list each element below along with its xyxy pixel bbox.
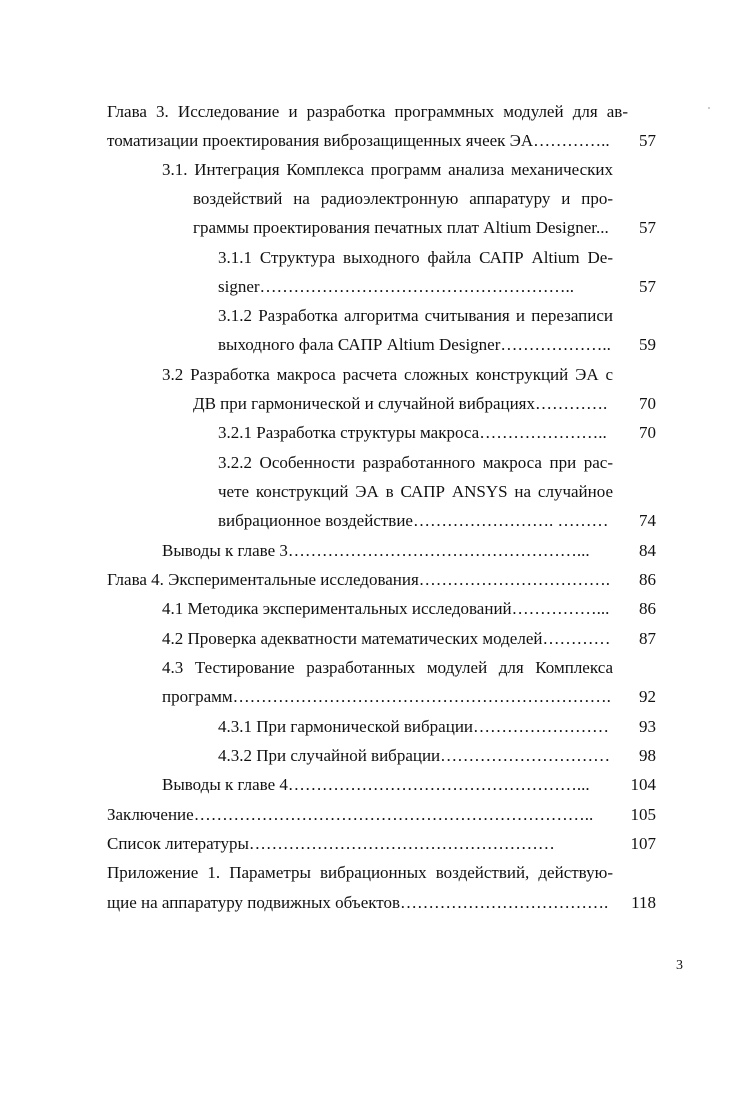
toc-page-number: 86: [639, 599, 656, 618]
toc-entry-line: 4.2 Проверка адекватности математических моделей…………: [162, 629, 611, 648]
toc-entry-line: Заключение……………………………………………………………..: [107, 805, 594, 824]
toc-entry-line: 3.1.2 Разработка алгоритма считывания и перезаписи: [218, 306, 613, 325]
toc-page-number: 98: [639, 746, 656, 765]
page-number: 3: [676, 958, 683, 973]
toc-page-number: 104: [630, 775, 656, 794]
toc-page-number: 70: [639, 394, 656, 413]
toc-page-number: 92: [639, 687, 656, 706]
scan-speck: [708, 107, 710, 109]
toc-page-number: 84: [639, 541, 656, 560]
toc-entry-line: вибрационное воздействие……………………. ………: [218, 511, 609, 530]
toc-entry-line: чете конструкций ЭА в САПР ANSYS на случайное: [218, 482, 613, 501]
toc-page-number: 74: [639, 511, 656, 530]
toc-entry-line: программ………………………………………………………….: [162, 687, 611, 706]
toc-entry-line: томатизации проектирования виброзащищенных ячеек ЭА…………..: [107, 131, 610, 150]
toc-entry-line: signer………………………………………………..: [218, 277, 575, 296]
toc-entry-line: 4.3.1 При гармонической вибрации……………………: [218, 717, 610, 736]
toc-entry-line: 3.1. Интеграция Комплекса программ анализа механических: [162, 160, 613, 179]
toc-entry-line: щие на аппаратуру подвижных объектов……………………………….: [107, 893, 609, 912]
toc-entry-line: 4.3.2 При случайной вибрации…………………………: [218, 746, 611, 765]
toc-page-number: 59: [639, 335, 656, 354]
toc-page-number: 57: [639, 277, 656, 296]
toc-entry-line: 3.1.1 Структура выходного файла САПР Altium De-: [218, 248, 613, 267]
toc-entry-line: Выводы к главе 3……………………………………………...: [162, 541, 590, 560]
toc-page-number: 57: [639, 218, 656, 237]
toc-entry-line: ДВ при гармонической и случайной вибрациях………….: [193, 394, 608, 413]
toc-page-number: 105: [630, 805, 656, 824]
toc-page-number: 107: [630, 834, 656, 853]
toc-entry-line: граммы проектирования печатных плат Altium Designer...: [193, 218, 609, 237]
toc-entry-line: Список литературы………………………………………………: [107, 834, 555, 853]
toc-entry-line: выходного фала САПР Altium Designer………………..: [218, 335, 611, 354]
toc-entry-line: Глава 4. Экспериментальные исследования…………………………….: [107, 570, 611, 589]
toc-page-number: 87: [639, 629, 656, 648]
toc-page-number: 118: [631, 893, 656, 912]
toc-entry-line: Глава 3. Исследование и разработка программных модулей для ав-: [107, 102, 628, 121]
toc-page-number: 93: [639, 717, 656, 736]
toc-entry-line: воздействий на радиоэлектронную аппаратуру и про-: [193, 189, 613, 208]
toc-page-number: 86: [639, 570, 656, 589]
toc-entry-line: 3.2.1 Разработка структуры макроса…………………..: [218, 423, 607, 442]
toc-entry-line: 3.2.2 Особенности разработанного макроса при рас-: [218, 453, 613, 472]
toc-page-number: 70: [639, 423, 656, 442]
toc-entry-line: Приложение 1. Параметры вибрационных воздействий, действую-: [107, 863, 613, 882]
toc-entry-line: 4.1 Методика экспериментальных исследований……………...: [162, 599, 610, 618]
toc-entry-line: 3.2 Разработка макроса расчета сложных конструкций ЭА с: [162, 365, 613, 384]
toc-entry-line: 4.3 Тестирование разработанных модулей для Комплекса: [162, 658, 613, 677]
toc-entry-line: Выводы к главе 4……………………………………………...: [162, 775, 590, 794]
toc-page-number: 57: [639, 131, 656, 150]
